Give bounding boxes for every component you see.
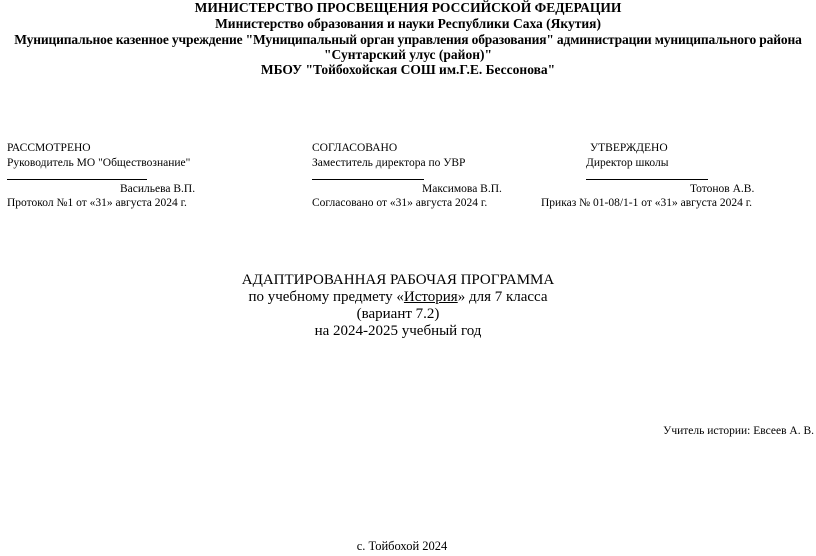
approved-name: Тотонов А.В. — [690, 183, 755, 195]
considered-name: Васильева В.П. — [120, 183, 196, 195]
teacher-name: Учитель истории: Евсеев А. В. — [663, 425, 814, 437]
agreed-heading: СОГЛАСОВАНО — [312, 142, 398, 154]
agreed-role: Заместитель директора по УВР — [312, 157, 466, 169]
considered-heading: РАССМОТРЕНО — [7, 142, 91, 154]
program-subject-line — [0, 289, 806, 306]
subject-name: История — [403, 289, 458, 305]
agreed-name: Максимова В.П. — [422, 183, 502, 195]
footer-location-year: с. Тойбохой 2024 — [356, 539, 448, 553]
ministry-title: МИНИСТЕРСТВО ПРОСВЕЩЕНИЯ РОССИЙСКОЙ ФЕДЕРАЦИИ — [194, 0, 622, 15]
subject-prefix: по учебному предмету « — [248, 289, 404, 305]
approved-protocol: Приказ № 01-08/1-1 от «31» августа 2024 г. — [541, 197, 753, 209]
program-title: АДАПТИРОВАННАЯ РАБОЧАЯ ПРОГРАММА — [241, 272, 555, 288]
program-variant: (вариант 7.2) — [356, 306, 440, 322]
agreed-signature-line — [312, 179, 424, 180]
program-year: на 2024-2025 учебный год — [314, 323, 482, 339]
school-name: МБОУ "Тойбохойская СОШ им.Г.Е. Бессонова" — [260, 62, 556, 77]
approved-signature-line — [586, 179, 708, 180]
subject-suffix: » для 7 класса — [457, 289, 548, 305]
considered-role: Руководитель МО "Обществознание" — [7, 157, 191, 169]
regional-ministry: Министерство образования и науки Республики Саха (Якутия) — [215, 16, 601, 31]
agreed-protocol: Согласовано от «31» августа 2024 г. — [312, 197, 488, 209]
district-name: "Сунтарский улус (район)" — [324, 47, 492, 62]
considered-signature-line — [7, 179, 147, 180]
considered-protocol: Протокол №1 от «31» августа 2024 г. — [7, 197, 187, 209]
approved-heading: УТВЕРЖДЕНО — [590, 142, 668, 154]
municipal-institution: Муниципальное казенное учреждение "Муниципальный орган управления образования" администрации муниципального района — [14, 32, 802, 47]
approved-role: Директор школы — [586, 157, 669, 169]
